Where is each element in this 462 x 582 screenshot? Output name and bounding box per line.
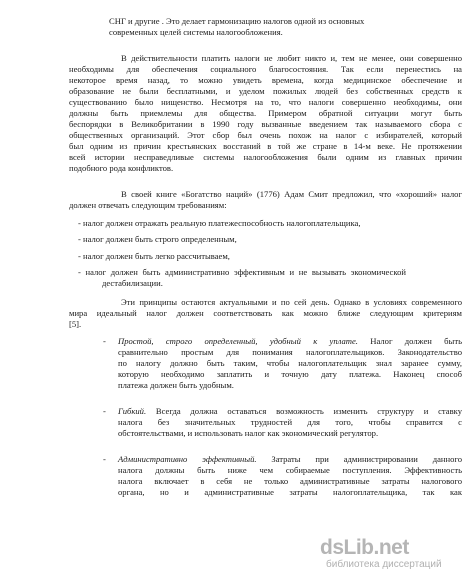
text-line: должен отвечать следующим требованиям: — [69, 200, 227, 210]
text-line: современных целей системы налогообложения. — [109, 27, 283, 37]
text-line: налога без значительных трудностей для того, чтобы справится с — [118, 417, 462, 427]
list-dash: - — [103, 336, 106, 346]
text-line: Административно эффективный. Затраты при администрировании данного — [118, 454, 462, 464]
text-line: необходимы для обеспечения социального благосостояния. Так если перенестись на — [69, 64, 462, 74]
text-line: В своей книге «Богатство наций» (1776) Адам Смит предложил, что «хороший» налог — [121, 189, 462, 199]
text-line: обстоятельствами, и использовать налог как экономический регулятор. — [118, 428, 379, 438]
text-line: налога включает в себя не только административные затраты налогового — [118, 476, 462, 486]
text-line: подобного рода конфликтов. — [69, 163, 174, 173]
criterion-title: Гибкий. — [118, 406, 147, 416]
text-line: - налог должен быть легко рассчитываем, — [78, 251, 230, 261]
criterion-title: Административно эффективный. — [118, 454, 257, 464]
watermark-subtitle: библиотека диссертаций — [326, 559, 442, 570]
text-line: беспорядки в Великобритании в 1990 году вызванные введением так называемого сбора с — [69, 119, 462, 129]
text-line: - налог должен быть административно эффективным и не вызывать экономической — [78, 267, 406, 277]
list-dash: - — [103, 454, 106, 464]
text-line: дестабилизации. — [102, 278, 163, 288]
text-line: органа, но и административные затраты налогоплательщика, так как — [118, 487, 462, 497]
list-dash: - — [103, 406, 106, 416]
text-line: платежа должен быть удобным. — [118, 380, 234, 390]
criterion-title: Простой, строго определенный, удобный к уплате. — [118, 336, 358, 346]
text-line: сравнительно простым для понимания налогоплательщиков. Законодательство — [118, 347, 462, 357]
watermark-logo: dsLib.net — [320, 536, 409, 559]
text-line: по налогу должно быть таким, чтобы налогоплательщик знал заранее сумму, — [118, 358, 462, 368]
text-line: - налог должен быть строго определенным, — [78, 234, 237, 244]
text-line: [5]. — [69, 319, 82, 329]
watermark — [320, 538, 440, 572]
text-line: В действительности платить налоги не любит никто и, тем не менее, они совершенно — [121, 53, 462, 63]
text-line: общественных организаций. Этот сбор был очень похож на налог с избирателей, который — [69, 130, 462, 140]
text-line: Гибкий. Всегда должна оставаться возможность изменить структуру и ставку — [118, 406, 462, 416]
text-line: некоторое время назад, то можно увидеть времена, когда медицинское обеспечение и — [69, 75, 462, 85]
text-line: которую необходимо заплатить и точную дату платежа. Наконец способ — [118, 369, 462, 379]
text-line: должны быть приемлемы для общества. Примером обратной ситуации могут быть — [69, 108, 462, 118]
text-line: мира идеальный налог должен соответствовать как можно ближе следующим критериям — [69, 308, 462, 318]
text-line: Эти принципы остаются актуальными и по сей день. Однако в условиях современного — [121, 297, 462, 307]
text-line: всей истории несправедливые системы налогообложения были одним из главных причин — [69, 152, 462, 162]
text-line: СНГ и другие . Это делает гармонизацию налогов одной из основных — [109, 16, 365, 26]
text-line: был одним из причин крестьянских восстаний в той же стране в 14-м веке. Не протяжении — [69, 141, 462, 151]
text-line: Простой, строго определенный, удобный к уплате. Налог должен быть — [118, 336, 462, 346]
text-line: налога должны быть ниже чем собираемые поступления. Эффективность — [118, 465, 462, 475]
text-line: существованию было нищенство. Несмотря на то, что налоги совершенно необходимы, они — [69, 97, 462, 107]
text-line: образование не были бесплатными, и уделом пожилых людей без собственных средств к — [69, 86, 462, 96]
text-line: - налог должен отражать реальную платежеспособность налогоплательщика, — [78, 218, 361, 228]
